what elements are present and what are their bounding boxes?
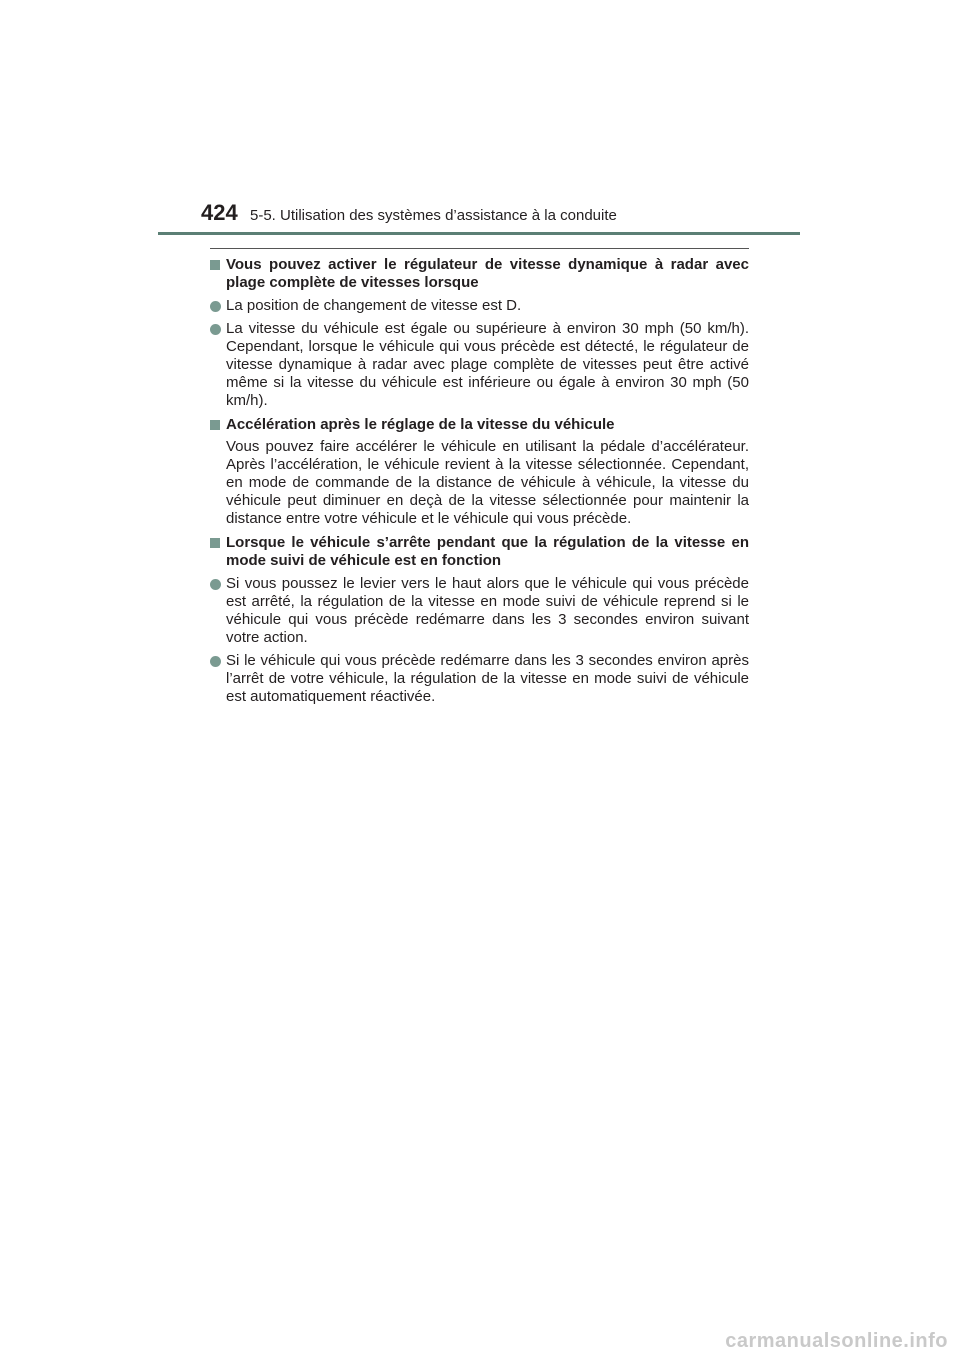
square-bullet-icon (210, 538, 220, 548)
round-bullet-icon (210, 324, 221, 335)
list-item (208, 297, 749, 315)
chapter-title: 5-5. Utilisation des systèmes d’assistance à la conduite (250, 207, 617, 224)
header-rule (158, 232, 800, 235)
content (208, 256, 749, 706)
list-item-text: Si vous poussez le levier vers le haut alors que le véhicule qui vous précède est arrêté, la régulation de la vitesse en mode suivi de véhicule reprend si le véhicule qui vous précède redémarre dans les 3 secondes environ suivant votre action. (226, 575, 749, 646)
list-item (208, 320, 749, 410)
section-heading (208, 416, 749, 434)
round-bullet-icon (210, 301, 221, 312)
section-heading (208, 534, 749, 570)
list-item (208, 652, 749, 706)
list-item-text: Si le véhicule qui vous précède redémarre dans les 3 secondes environ après l’arrêt de votre véhicule, la régulation de la vitesse en mode suivi de véhicule est automatiquement réactivée. (226, 652, 749, 705)
list-item-text: La position de changement de vitesse est D. (226, 297, 522, 314)
heading-text: Lorsque le véhicule s’arrête pendant que la régulation de la vitesse en mode suivi de véhicule est en fonction (226, 534, 749, 569)
round-bullet-icon (210, 656, 221, 667)
round-bullet-icon (210, 579, 221, 590)
page-number: 424 (201, 200, 238, 225)
square-bullet-icon (210, 260, 220, 270)
watermark: carmanualsonline.info (725, 1330, 948, 1352)
heading-text: Vous pouvez activer le régulateur de vitesse dynamique à radar avec plage complète de vitesses lorsque (226, 256, 749, 291)
section-heading (208, 256, 749, 292)
list-item (208, 575, 749, 647)
square-bullet-icon (210, 420, 220, 430)
heading-text: Accélération après le réglage de la vitesse du véhicule (226, 416, 615, 433)
section-rule (210, 248, 749, 249)
list-item-text: La vitesse du véhicule est égale ou supérieure à environ 30 mph (50 km/h). Cependant, lorsque le véhicule qui vous précède est détecté, le régulateur de vitesse dynamique à radar avec plage complète de vitesses peut être activé même si la vitesse du véhicule est inférieure ou égale à environ 30 mph (50 km/h). (226, 320, 749, 409)
body-paragraph: Vous pouvez faire accélérer le véhicule en utilisant la pédale d’accélérateur. Après l’accélération, le véhicule revient à la vitesse sélectionnée. Cependant, en mode de commande de la distance de véhicule à véhicule, la vitesse du véhicule peut diminuer en deçà de la vitesse sélectionnée pour maintenir la distance entre votre véhicule et le véhicule qui vous précède. (226, 438, 749, 527)
